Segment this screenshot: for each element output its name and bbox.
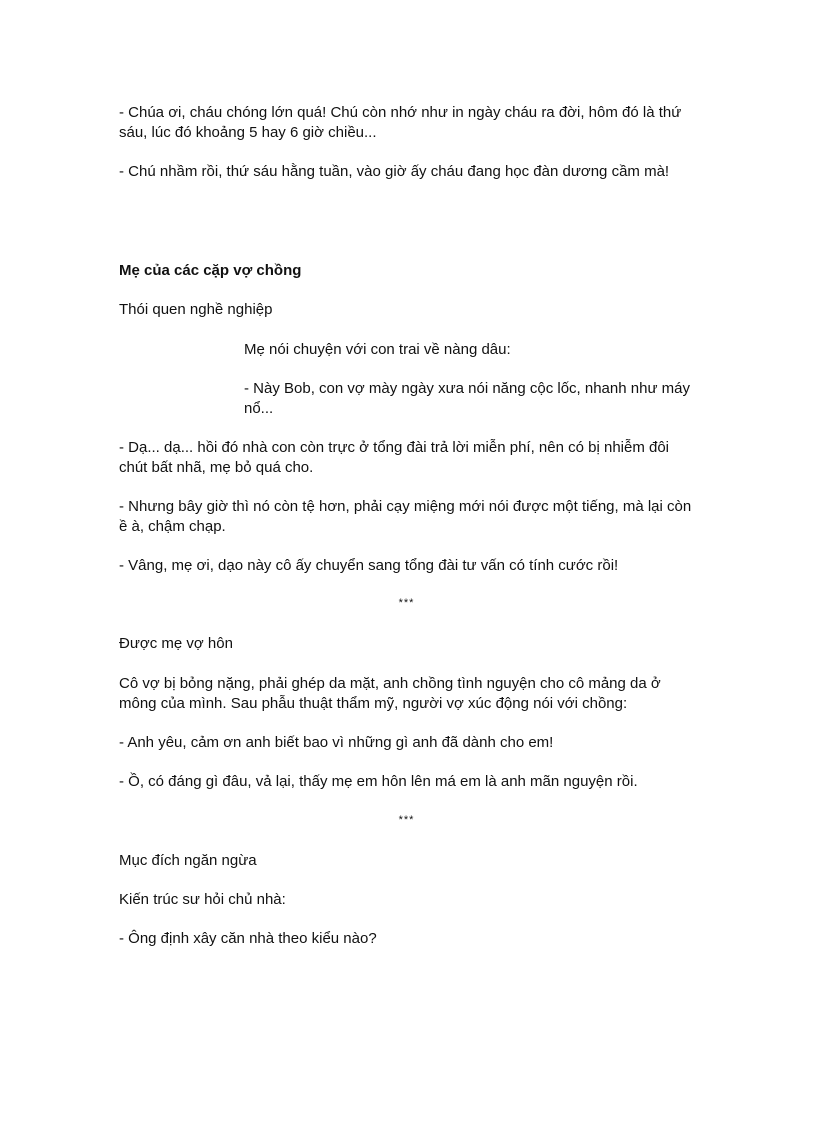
story2-line-3: - Ồ, có đáng gì đâu, vả lại, thấy mẹ em hôn lên má em là anh mãn nguyện rồi. [119,773,638,790]
story2-line-2: - Anh yêu, cảm ơn anh biết bao vì những gì anh đã dành cho em! [119,734,554,751]
story3-line-1: Kiến trúc sư hỏi chủ nhà: [119,891,286,908]
story1-line-2: - Nhưng bây giờ thì nó còn tệ hơn, phải cạy miệng mới nói được một tiếng, mà lại còn ề à, chậm chạp. [119,498,692,535]
story2-line-1: Cô vợ bị bỏng nặng, phải ghép da mặt, anh chồng tình nguyện cho cô mảng da ở mông của mình. Sau phẫu thuật thẩm mỹ, người vợ xúc động nói với chồng: [119,675,661,712]
story-title-2: Được mẹ vợ hôn [119,635,233,652]
separator: *** [398,597,415,609]
story1-line-1: - Dạ... dạ... hồi đó nhà con còn trực ở tổng đài trả lời miễn phí, nên có bị nhiễm đôi chút bất nhã, mẹ bỏ quá cho. [119,439,670,476]
paragraph-intro-2: - Chú nhầm rồi, thứ sáu hằng tuần, vào giờ ấy cháu đang học đàn dương cầm mà! [119,163,670,180]
story3-line-2: - Ông định xây căn nhà theo kiểu nào? [119,930,377,947]
section-title: Mẹ của các cặp vợ chồng [119,262,302,279]
paragraph-intro-1: - Chúa ơi, cháu chóng lớn quá! Chú còn nhớ như in ngày cháu ra đời, hôm đó là thứ sáu, lúc đó khoảng 5 hay 6 giờ chiều... [119,104,682,141]
story1-line-3: - Vâng, mẹ ơi, dạo này cô ấy chuyển sang tổng đài tư vấn có tính cước rồi! [119,557,619,574]
story-title-3: Mục đích ngăn ngừa [119,852,257,869]
indented-paragraph-1: Mẹ nói chuyện với con trai về nàng dâu: [244,341,511,358]
story-title-1: Thói quen nghề nghiệp [119,301,273,318]
separator: *** [398,814,415,826]
indented-paragraph-2: - Này Bob, con vợ mày ngày xưa nói năng cộc lốc, nhanh như máy nổ... [244,380,690,417]
